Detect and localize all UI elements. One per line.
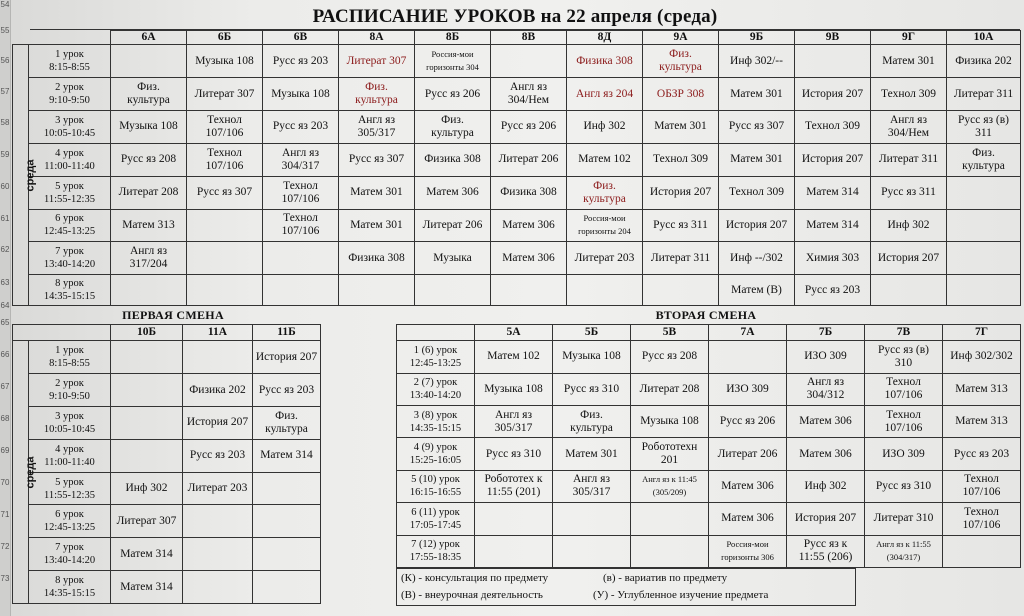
day-label-text: среда: [24, 159, 37, 192]
schedule-cell: Англ яз 317/204: [111, 242, 187, 275]
lesson-time: 6 (11) урок 17:05-17:45: [397, 503, 475, 535]
schedule-cell: [943, 535, 1021, 567]
schedule-cell: Англ яз к 11:55 (304/317): [865, 535, 943, 567]
schedule-cell: Англ яз 305/317: [553, 470, 631, 502]
schedule-cell: Физ. культура: [111, 78, 187, 111]
schedule-cell: Литерат 203: [183, 472, 253, 505]
schedule-cell: Физика 308: [567, 45, 643, 78]
schedule-cell: [553, 535, 631, 567]
row-number: 72: [0, 542, 10, 551]
lesson-time: 6 урок 12:45-13:25: [29, 505, 111, 538]
day-label: [13, 341, 37, 604]
lesson-time: 7 урок 13:40-14:20: [29, 538, 111, 571]
table-row: [13, 143, 1021, 176]
class-header: 7А: [709, 325, 787, 341]
table-row: [13, 505, 321, 538]
schedule-cell: Инф 302: [787, 470, 865, 502]
schedule-cell: [475, 535, 553, 567]
schedule-cell: Матем 306: [415, 176, 491, 209]
schedule-cell: [183, 505, 253, 538]
schedule-cell: Физика 308: [491, 176, 567, 209]
schedule-cell: Русс яз 206: [491, 111, 567, 144]
schedule-cell: История 207: [183, 407, 253, 440]
schedule-cell: Англ яз к 11:45 (305/209): [631, 470, 709, 502]
schedule-cell: Матем 102: [567, 143, 643, 176]
class-header: 7Г: [943, 325, 1021, 341]
schedule-cell: История 207: [787, 503, 865, 535]
schedule-cell: Физика 202: [183, 374, 253, 407]
lesson-time: 3 урок 10:05-10:45: [29, 111, 111, 144]
row-number: 57: [0, 87, 10, 96]
lesson-time: 1 (6) урок 12:45-13:25: [397, 341, 475, 373]
schedule-cell: Русс яз 311: [643, 209, 719, 242]
lesson-time: 8 урок 14:35-15:15: [29, 571, 111, 604]
class-header: 5Б: [553, 325, 631, 341]
schedule-cell: [491, 45, 567, 78]
lesson-time: 4 урок 11:00-11:40: [29, 439, 111, 472]
lesson-time: 8 урок 14:35-15:15: [29, 275, 111, 306]
legend-advanced: (У) - Углубленное изучение предмета: [593, 589, 769, 601]
table-row: [13, 111, 1021, 144]
schedule-cell: [111, 341, 183, 374]
schedule-cell: [183, 341, 253, 374]
schedule-cell: Русс яз 203: [943, 438, 1021, 470]
schedule-cell: Матем 301: [643, 111, 719, 144]
row-number: 55: [0, 26, 10, 35]
schedule-cell: Инф 302: [567, 111, 643, 144]
row-number: 59: [0, 150, 10, 159]
table-row: [13, 176, 1021, 209]
schedule-cell: Матем 306: [709, 503, 787, 535]
schedule-cell: Литерат 307: [111, 505, 183, 538]
schedule-cell: [947, 176, 1021, 209]
header-spacer: [13, 31, 111, 45]
table-row: [13, 341, 321, 374]
legend-extracurricular: (В) - внеурочная деятельность: [401, 589, 543, 601]
schedule-cell: [187, 209, 263, 242]
schedule-cell: [253, 538, 321, 571]
schedule-cell: ИЗО 309: [787, 341, 865, 373]
schedule-cell: Музыка 108: [631, 405, 709, 437]
schedule-cell: [111, 374, 183, 407]
class-header: 10Б: [111, 325, 183, 341]
top-schedule-table: [12, 30, 1021, 306]
schedule-cell: Русс яз 310: [475, 438, 553, 470]
schedule-cell: Англ яз 204: [567, 78, 643, 111]
schedule-cell: Русс яз (в) 311: [947, 111, 1021, 144]
schedule-cell: Русс яз 311: [871, 176, 947, 209]
schedule-cell: История 207: [795, 78, 871, 111]
schedule-cell: Литерат 311: [871, 143, 947, 176]
table-row: [13, 45, 1021, 78]
schedule-cell: [709, 341, 787, 373]
schedule-cell: Матем 314: [111, 571, 183, 604]
schedule-cell: Русс яз 203: [263, 45, 339, 78]
schedule-cell: История 207: [719, 209, 795, 242]
schedule-cell: Матем 313: [943, 405, 1021, 437]
class-header: 9А: [643, 31, 719, 45]
table-row: [13, 242, 1021, 275]
schedule-cell: Физ. культура: [415, 111, 491, 144]
lesson-time: 1 урок 8:15-8:55: [29, 341, 111, 374]
schedule-cell: [187, 275, 263, 306]
lesson-time: 5 урок 11:55-12:35: [29, 472, 111, 505]
lesson-time: 2 урок 9:10-9:50: [29, 374, 111, 407]
table-row: [397, 438, 1021, 470]
schedule-cell: История 207: [253, 341, 321, 374]
row-number: 60: [0, 182, 10, 191]
row-number: 73: [0, 574, 10, 583]
schedule-cell: Русс яз 203: [253, 374, 321, 407]
table-row: [397, 405, 1021, 437]
schedule-cell: Россия-мои горизонты 304: [415, 45, 491, 78]
class-header: 5В: [631, 325, 709, 341]
schedule-cell: Инф 302/--: [719, 45, 795, 78]
lesson-time: 7 урок 13:40-14:20: [29, 242, 111, 275]
schedule-cell: Музыка: [415, 242, 491, 275]
schedule-cell: Матем 306: [709, 470, 787, 502]
schedule-cell: Матем 306: [491, 209, 567, 242]
class-header: 8В: [491, 31, 567, 45]
schedule-cell: Технол 107/106: [263, 176, 339, 209]
schedule-cell: Англ яз 305/317: [339, 111, 415, 144]
schedule-cell: ИЗО 309: [865, 438, 943, 470]
schedule-cell: Матем 301: [339, 209, 415, 242]
class-header: 7Б: [787, 325, 865, 341]
schedule-cell: Музыка 108: [111, 111, 187, 144]
row-number: 69: [0, 446, 10, 455]
schedule-cell: Русс яз 310: [553, 373, 631, 405]
table-row: [397, 341, 1021, 373]
first-shift-label: ПЕРВАЯ СМЕНА: [122, 308, 224, 322]
table-row: [13, 407, 321, 440]
schedule-cell: [111, 407, 183, 440]
schedule-cell: Матем (В): [719, 275, 795, 306]
schedule-cell: Физ. культура: [339, 78, 415, 111]
schedule-cell: [253, 571, 321, 604]
row-number: 67: [0, 382, 10, 391]
table-row: [13, 275, 1021, 306]
schedule-cell: [947, 242, 1021, 275]
schedule-cell: История 207: [643, 176, 719, 209]
class-header: 9Г: [871, 31, 947, 45]
schedule-cell: [339, 275, 415, 306]
schedule-cell: Англ яз 304/Нем: [491, 78, 567, 111]
schedule-cell: Русс яз 203: [183, 439, 253, 472]
row-number: 62: [0, 245, 10, 254]
schedule-cell: [475, 503, 553, 535]
schedule-cell: Робототехн 201: [631, 438, 709, 470]
schedule-cell: Матем 301: [871, 45, 947, 78]
schedule-cell: Русс яз 208: [631, 341, 709, 373]
schedule-cell: Русс яз 307: [719, 111, 795, 144]
schedule-cell: Литерат 311: [947, 78, 1021, 111]
schedule-cell: Англ яз 304/Нем: [871, 111, 947, 144]
schedule-cell: Инф --/302: [719, 242, 795, 275]
schedule-cell: Литерат 311: [643, 242, 719, 275]
schedule-cell: [263, 275, 339, 306]
schedule-cell: [263, 242, 339, 275]
table-row: [13, 571, 321, 604]
row-number: 63: [0, 278, 10, 287]
table-row: [397, 503, 1021, 535]
schedule-cell: [187, 242, 263, 275]
table-row: [13, 439, 321, 472]
table-row: [13, 78, 1021, 111]
legend-consultation: (К) - консультация по предмету: [401, 572, 549, 584]
schedule-cell: [111, 275, 187, 306]
schedule-cell: Англ яз 305/317: [475, 405, 553, 437]
schedule-cell: Физ. культура: [643, 45, 719, 78]
schedule-cell: Матем 313: [943, 373, 1021, 405]
lesson-time: 3 урок 10:05-10:45: [29, 407, 111, 440]
schedule-cell: [111, 45, 187, 78]
class-header: 6В: [263, 31, 339, 45]
lesson-time: 7 (12) урок 17:55-18:35: [397, 535, 475, 567]
row-number: 58: [0, 118, 10, 127]
schedule-cell: История 207: [871, 242, 947, 275]
schedule-cell: Матем 301: [553, 438, 631, 470]
lesson-time: 4 урок 11:00-11:40: [29, 143, 111, 176]
schedule-cell: Робототех к 11:55 (201): [475, 470, 553, 502]
schedule-cell: Литерат 310: [865, 503, 943, 535]
lesson-time: 2 урок 9:10-9:50: [29, 78, 111, 111]
second-shift-label: ВТОРАЯ СМЕНА: [655, 308, 757, 322]
table-row: [13, 538, 321, 571]
row-number: 68: [0, 414, 10, 423]
schedule-cell: [491, 275, 567, 306]
row-number: 61: [0, 214, 10, 223]
schedule-cell: [111, 439, 183, 472]
table-row: [13, 374, 321, 407]
lesson-time: 5 (10) урок 16:15-16:55: [397, 470, 475, 502]
row-number-gutter: [0, 0, 11, 616]
row-number: 64: [0, 301, 10, 310]
schedule-cell: Инф 302: [111, 472, 183, 505]
page-title: РАСПИСАНИЕ УРОКОВ на 22 апреля (среда): [312, 6, 718, 27]
lesson-time: 2 (7) урок 13:40-14:20: [397, 373, 475, 405]
schedule-cell: Англ яз 304/312: [787, 373, 865, 405]
schedule-cell: [871, 275, 947, 306]
class-header: 5А: [475, 325, 553, 341]
schedule-cell: Технол 309: [719, 176, 795, 209]
schedule-cell: Русс яз 307: [187, 176, 263, 209]
schedule-cell: Музыка 108: [475, 373, 553, 405]
class-header: 11Б: [253, 325, 321, 341]
row-number: 56: [0, 56, 10, 65]
schedule-cell: Литерат 203: [567, 242, 643, 275]
schedule-cell: Матем 102: [475, 341, 553, 373]
schedule-cell: Физика 202: [947, 45, 1021, 78]
header-row: [13, 31, 1021, 45]
class-header: 9Б: [719, 31, 795, 45]
class-header: 11А: [183, 325, 253, 341]
lesson-time: 1 урок 8:15-8:55: [29, 45, 111, 78]
schedule-cell: Россия-мои горизонты 306: [709, 535, 787, 567]
schedule-cell: [631, 535, 709, 567]
table-row: [13, 472, 321, 505]
schedule-cell: Русс яз 310: [865, 470, 943, 502]
class-header: 8Д: [567, 31, 643, 45]
legend: [396, 568, 856, 606]
schedule-cell: Технол 107/106: [187, 111, 263, 144]
schedule-cell: Матем 314: [253, 439, 321, 472]
day-label-text: среда: [24, 456, 37, 489]
schedule-cell: Музыка 108: [553, 341, 631, 373]
schedule-cell: Литерат 307: [187, 78, 263, 111]
schedule-cell: Технол 107/106: [187, 143, 263, 176]
lesson-time: 5 урок 11:55-12:35: [29, 176, 111, 209]
schedule-cell: Матем 306: [787, 438, 865, 470]
schedule-cell: Физ. культура: [947, 143, 1021, 176]
schedule-cell: Матем 313: [111, 209, 187, 242]
legend-variative: (в) - вариатив по предмету: [603, 572, 728, 584]
day-label: [13, 45, 37, 306]
class-header: 6Б: [187, 31, 263, 45]
schedule-cell: [183, 571, 253, 604]
schedule-cell: Технол 107/106: [263, 209, 339, 242]
table-row: [397, 373, 1021, 405]
schedule-cell: Матем 314: [795, 176, 871, 209]
schedule-cell: Литерат 208: [111, 176, 187, 209]
schedule-cell: Технол 107/106: [865, 405, 943, 437]
schedule-cell: [947, 209, 1021, 242]
schedule-cell: Технол 107/106: [865, 373, 943, 405]
schedule-cell: Физ. культура: [253, 407, 321, 440]
row-number: 66: [0, 350, 10, 359]
schedule-cell: [183, 538, 253, 571]
schedule-cell: Русс яз 203: [795, 275, 871, 306]
lesson-time: 3 (8) урок 14:35-15:15: [397, 405, 475, 437]
header-row: [397, 325, 1021, 341]
schedule-cell: [253, 505, 321, 538]
schedule-cell: [631, 503, 709, 535]
schedule-cell: [795, 45, 871, 78]
schedule-cell: Русс яз к 11:55 (206): [787, 535, 865, 567]
class-header: 9В: [795, 31, 871, 45]
schedule-cell: [253, 472, 321, 505]
schedule-cell: Литерат 206: [491, 143, 567, 176]
schedule-cell: [553, 503, 631, 535]
schedule-cell: Химия 303: [795, 242, 871, 275]
header-row: [13, 325, 321, 341]
schedule-cell: Технол 309: [643, 143, 719, 176]
schedule-cell: Физ. культура: [553, 405, 631, 437]
schedule-cell: ИЗО 309: [709, 373, 787, 405]
first-shift-table: [12, 324, 321, 604]
schedule-cell: Матем 314: [111, 538, 183, 571]
table-row: [13, 209, 1021, 242]
schedule-cell: ОБЗР 308: [643, 78, 719, 111]
second-shift-table: [396, 324, 1021, 568]
schedule-cell: Матем 314: [795, 209, 871, 242]
class-header: 8А: [339, 31, 415, 45]
schedule-cell: Матем 306: [787, 405, 865, 437]
schedule-cell: Технол 107/106: [943, 503, 1021, 535]
schedule-cell: Инф 302/302: [943, 341, 1021, 373]
schedule-cell: Матем 301: [719, 78, 795, 111]
schedule-cell: Литерат 208: [631, 373, 709, 405]
schedule-cell: Русс яз (в) 310: [865, 341, 943, 373]
schedule-cell: Литерат 307: [339, 45, 415, 78]
row-number: 71: [0, 510, 10, 519]
schedule-cell: Технол 107/106: [943, 470, 1021, 502]
schedule-cell: Матем 301: [719, 143, 795, 176]
schedule-cell: Литерат 206: [415, 209, 491, 242]
schedule-cell: Русс яз 206: [709, 405, 787, 437]
schedule-cell: Русс яз 206: [415, 78, 491, 111]
lesson-time: 4 (9) урок 15:25-16:05: [397, 438, 475, 470]
schedule-cell: Технол 309: [871, 78, 947, 111]
schedule-cell: Литерат 206: [709, 438, 787, 470]
schedule-cell: Матем 306: [491, 242, 567, 275]
header-spacer: [13, 325, 111, 341]
class-header: 10А: [947, 31, 1021, 45]
schedule-cell: [947, 275, 1021, 306]
schedule-cell: Русс яз 203: [263, 111, 339, 144]
lesson-time: 6 урок 12:45-13:25: [29, 209, 111, 242]
schedule-cell: [567, 275, 643, 306]
schedule-cell: История 207: [795, 143, 871, 176]
schedule-cell: Музыка 108: [263, 78, 339, 111]
schedule-cell: Инф 302: [871, 209, 947, 242]
table-row: [397, 470, 1021, 502]
schedule-cell: Русс яз 208: [111, 143, 187, 176]
row-number: 54: [0, 0, 10, 9]
schedule-cell: Физ. культура: [567, 176, 643, 209]
schedule-cell: [415, 275, 491, 306]
schedule-cell: [643, 275, 719, 306]
row-number: 70: [0, 478, 10, 487]
schedule-cell: Матем 301: [339, 176, 415, 209]
header-spacer: [397, 325, 475, 341]
schedule-cell: Россия-мои горизонты 204: [567, 209, 643, 242]
class-header: 6А: [111, 31, 187, 45]
schedule-cell: Музыка 108: [187, 45, 263, 78]
class-header: 7В: [865, 325, 943, 341]
row-number: 65: [0, 318, 10, 327]
class-header: 8Б: [415, 31, 491, 45]
schedule-cell: Англ яз 304/317: [263, 143, 339, 176]
schedule-cell: Русс яз 307: [339, 143, 415, 176]
schedule-cell: Физика 308: [339, 242, 415, 275]
schedule-cell: Физика 308: [415, 143, 491, 176]
schedule-cell: Технол 309: [795, 111, 871, 144]
table-row: [397, 535, 1021, 567]
